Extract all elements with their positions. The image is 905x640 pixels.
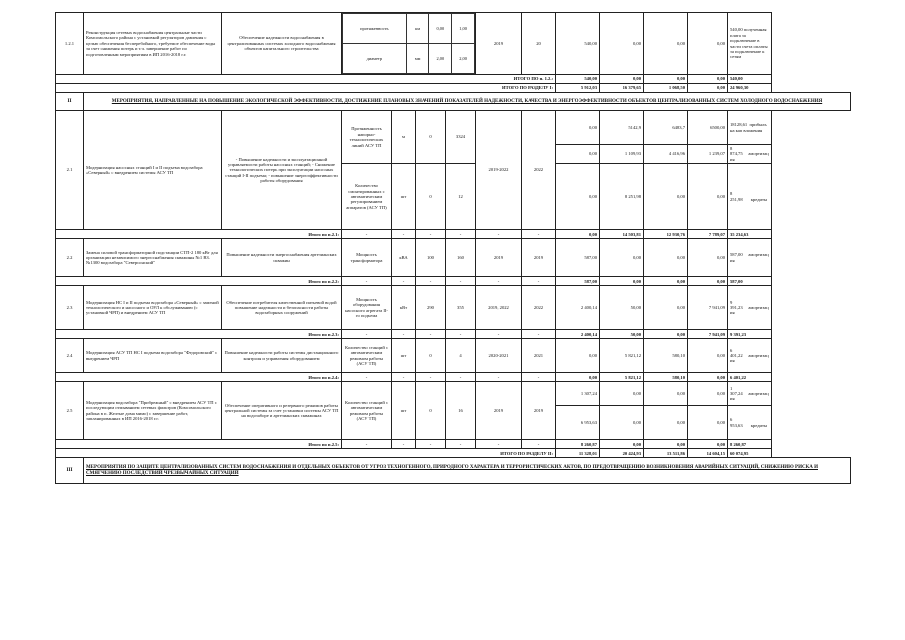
dash: - — [476, 373, 522, 382]
funding-source: амортизация — [730, 391, 769, 402]
table-row — [56, 382, 851, 406]
subtotal-label: Итого по п.2.2: — [56, 277, 342, 286]
measure-goal: Повышение надежности работы системы дистанционного контроля и управления оборудованием — [222, 339, 342, 373]
cost-value: 6483,7 — [644, 111, 688, 145]
indicator-name: Количество станций с автоматическим режимом работы (АСУ ТП) — [342, 339, 392, 373]
indicator-after: 4 — [446, 339, 476, 373]
table-row — [56, 339, 851, 373]
cost-value: 540,00 — [556, 75, 600, 84]
cost-value: 0,00 — [556, 230, 600, 239]
cost-value: 0,00 — [688, 75, 728, 84]
cost-value: 587,00 — [556, 277, 600, 286]
row-number: 2.5 — [56, 382, 84, 440]
indicator-before: 0 — [416, 164, 446, 230]
measure-name: Модернизация НС I и II подъема водозабора «Северный» с заменой технологического и насосного и ОУЛ к обслуживанию (с установкой ЧРП) и внедрением АСУ ТП — [84, 286, 222, 330]
cost-value: 14 503,81 — [600, 230, 644, 239]
indicator-after: 16 — [446, 382, 476, 440]
subtotal-row — [56, 277, 851, 286]
cost-value: 0,00 — [600, 406, 644, 440]
investment-table — [55, 12, 851, 484]
dash: - — [522, 277, 556, 286]
cost-value: 587,00 — [556, 239, 600, 277]
table-row — [56, 286, 851, 330]
dash: - — [446, 277, 476, 286]
section-title: МЕРОПРИЯТИЯ ПО ЗАЩИТЕ ЦЕНТРАЛИЗОВАННЫХ СИСТЕМ ВОДОСНАБЖЕНИЯ И ОТДЕЛЬНЫХ ОБЪЕКТОВ ОТ УГРОЗ ТЕХНОГЕННОГО, ПРИРОДНОГО ХАРАКТЕРА И ТЕРРОРИСТИЧЕСКИХ АКТОВ, ПО ПРЕДОТВРАЩЕНИЮ ВОЗНИКНОВЕНИЯ АВАРИЙНЫХ СИТУАЦИЙ, СНИЖЕНИЮ РИСКА И СМЯГЧЕНИЮ ПОСЛЕДСТВИЙ ЧРЕЗВЫЧАЙНЫХ СИТУАЦИЙ — [84, 458, 851, 484]
measure-name: Реконструкция сетевых водоснабжения центральные части Комсомольского района с установкой регуляторов давления с целью обеспечения бесперебойного, требуемое обеспечение воды за счет снижения потерь и т.ч. завершение работ по подготовленным мероприятиям в ИП 2016-2018 г.г. — [84, 13, 222, 75]
measure-goal: Повышение надежности энергоснабжения артезианских скважин — [222, 239, 342, 277]
dash: - — [446, 440, 476, 449]
section-total-label: ИТОГО ПО РАЗДЕЛУ I: — [56, 84, 556, 93]
subtotal-label: Итого по п.2.3: — [56, 330, 342, 339]
indicator-unit: шт — [392, 382, 416, 440]
cost-total: 587,00 — [730, 252, 743, 258]
years: 2019-2022 — [476, 111, 522, 230]
cost-total: 6 953,63 — [730, 417, 743, 428]
indicator-name: Мощность трансформатора — [342, 239, 392, 277]
indicator-unit: мм — [406, 44, 429, 74]
dash: - — [446, 330, 476, 339]
subtotal-label: Итого по п.2.1: — [56, 230, 342, 239]
indicator-name: Протяженность напорно-технологических линий АСУ ТП — [342, 111, 392, 164]
dash: - — [342, 330, 392, 339]
indicator-after: 12 — [446, 164, 476, 230]
measure-name: Модернизация насосных станций I и II подъема водозабора «Северный» с внедрением системы АСУ ТП — [84, 111, 222, 230]
funding-source: амортизация — [730, 353, 769, 364]
cost-value: 0,00 — [556, 164, 600, 230]
cost-total: 24 960,30 — [728, 84, 772, 93]
cost-total: 8 251,98 — [730, 191, 743, 202]
section-header-row — [56, 93, 851, 111]
cost-value: 0,00 — [556, 373, 600, 382]
funding-source-text: полученная плата за подключение в части счета оплаты за подключение к сетям — [730, 27, 768, 60]
years: 2019 — [476, 13, 522, 75]
cost-value: 0,00 — [644, 406, 688, 440]
cost-value: 0,00 — [600, 382, 644, 406]
indicator-before: 2,00 — [429, 44, 452, 74]
indicator-unit: м — [392, 111, 416, 164]
cost-total-cell — [728, 286, 772, 330]
end-year: 2022 — [522, 111, 556, 230]
cost-value: 0,00 — [644, 13, 688, 75]
indicator-unit: шт — [392, 164, 416, 230]
cost-total-cell — [728, 164, 772, 230]
section-total-label: ИТОГО ПО РАЗДЕЛУ II: — [56, 449, 556, 458]
dash: - — [416, 330, 446, 339]
cost-total: 6 401,22 — [730, 347, 743, 359]
cost-value: 0,00 — [688, 339, 728, 373]
cost-value: 0,00 — [644, 382, 688, 406]
dash: - — [392, 277, 416, 286]
cost-value: 0,00 — [600, 239, 644, 277]
indicators-subtable — [342, 13, 475, 74]
cost-value: 0,00 — [556, 111, 600, 145]
cost-value: 7 941,09 — [688, 286, 728, 330]
cost-value: 0,00 — [688, 13, 728, 75]
dash: - — [476, 330, 522, 339]
measure-name: Модернизация водозабора "Прибрежный" с внедрением АСУ ТП с последующим отмыванием сетевых фильтров (Комсомольского района в п. Желтые дома мимо) с завершение работ, запланированных в ИП 2016-2018 г.г. — [84, 382, 222, 440]
cost-value: 7 789,07 — [688, 230, 728, 239]
dash: - — [392, 373, 416, 382]
indicator-name: диаметр — [343, 44, 407, 74]
cost-value: 0,00 — [644, 286, 688, 330]
cost-value: 6500,00 — [688, 111, 728, 145]
cost-value: 0,00 — [688, 239, 728, 277]
indicator-after: 3324 — [446, 111, 476, 164]
dash: - — [522, 330, 556, 339]
cost-value: 1 307,24 — [556, 382, 600, 406]
section-number: II — [56, 93, 84, 111]
indicator-before: 0 — [416, 339, 446, 373]
cost-value: 0,00 — [556, 145, 600, 164]
row-number: 2.4 — [56, 339, 84, 373]
cost-value: 4 416,96 — [644, 145, 688, 164]
cost-value: 16 379,65 — [600, 84, 644, 93]
cost-total: 35 234,63 — [728, 230, 772, 239]
indicators-cell — [342, 13, 476, 75]
cost-value: 14 604,15 — [688, 449, 728, 458]
cost-value: 540,00 — [556, 13, 600, 75]
table-row — [56, 239, 851, 277]
dash: - — [522, 373, 556, 382]
dash: - — [416, 440, 446, 449]
measure-goal: Обеспечение надежности водоснабжения в централизованных системах холодного водоснабжения объектов капитального строительства — [222, 13, 342, 75]
subtotal-row — [56, 330, 851, 339]
cost-total-cell — [728, 111, 772, 145]
subtotal-row — [56, 75, 851, 84]
cost-value: 2 400,14 — [556, 286, 600, 330]
indicator-name: Мощность оборудования насосного агрегата II-го подъема — [342, 286, 392, 330]
measure-name: Замена силовой трансформаторной подстанции СТП-2 180 кВт для организации независимого энергоснабжения скважины №1 ВЗ. №1300 водозабора "Северсонский" — [84, 239, 222, 277]
cost-value: 0,00 — [644, 440, 688, 449]
cost-value: 0,00 — [688, 164, 728, 230]
row-number: 1.2.1 — [56, 13, 84, 75]
row-number: 2.1 — [56, 111, 84, 230]
cost-value: 12 930,76 — [644, 230, 688, 239]
measure-name: Модернизация АСУ ТП НС I подъема водозабора "Федоровский" с внедрением ЧРП — [84, 339, 222, 373]
cost-total: 8 260,87 — [728, 440, 772, 449]
dash: - — [392, 440, 416, 449]
dash: - — [446, 230, 476, 239]
subtotal-label: Итого по п.2.4: — [56, 373, 342, 382]
cost-total: 587,00 — [728, 277, 772, 286]
dash: - — [342, 230, 392, 239]
row-number: 2.2 — [56, 239, 84, 277]
cost-value: 0,00 — [688, 406, 728, 440]
measure-goal: Обеспечение оперативного и резервного режимов работы центральной системы за счет установки системы АСУ ТП на водозаборе и артезианских скважинах — [222, 382, 342, 440]
dash: - — [342, 440, 392, 449]
cost-total-cell — [728, 406, 772, 440]
indicator-unit: км — [406, 14, 429, 44]
cost-value: 0,00 — [644, 277, 688, 286]
cost-total: 540,00 — [728, 75, 772, 84]
dash: - — [476, 277, 522, 286]
dash: - — [522, 440, 556, 449]
indicator-after: 1,00 — [452, 14, 475, 44]
end-year: 2021 — [522, 339, 556, 373]
funding-source: кредиты — [750, 196, 768, 202]
indicator-unit: кВт — [392, 286, 416, 330]
indicator-before: 100 — [416, 239, 446, 277]
subtotal-label: ИТОГО ПО п. 1.2.: — [56, 75, 556, 84]
cost-value: 0,00 — [644, 164, 688, 230]
dash: - — [416, 230, 446, 239]
funding-source — [728, 13, 772, 75]
cost-total: 540,00 — [730, 27, 743, 33]
table-row — [56, 111, 851, 145]
cost-value: 13 511,86 — [644, 449, 688, 458]
dash: - — [416, 277, 446, 286]
cost-total: 1 307,24 — [730, 385, 743, 397]
indicator-before: 290 — [416, 286, 446, 330]
cost-total-cell — [728, 382, 772, 406]
cost-value: 1 239,07 — [688, 145, 728, 164]
cost-total: 8 874,75 — [730, 146, 743, 157]
cost-value: 0,00 — [644, 75, 688, 84]
cost-total-cell — [728, 239, 772, 277]
cost-value: 8 260,87 — [556, 440, 600, 449]
end-year: 2019 — [522, 239, 556, 277]
years: 2019 — [476, 239, 522, 277]
cost-value: 0,00 — [644, 330, 688, 339]
cost-total-cell — [728, 339, 772, 373]
indicator-unit: шт — [392, 339, 416, 373]
cost-value: 0,00 — [688, 84, 728, 93]
end-year: 2019 — [522, 382, 556, 440]
funding-source: амортизация — [730, 305, 769, 316]
years: 2019 — [476, 382, 522, 440]
cost-value: 50,00 — [600, 330, 644, 339]
cost-value: 20 424,93 — [600, 449, 644, 458]
dash: - — [476, 230, 522, 239]
cost-value: 2 400,14 — [556, 330, 600, 339]
dash: - — [522, 230, 556, 239]
cost-value: 5 821,12 — [600, 373, 644, 382]
section-title: МЕРОПРИЯТИЯ, НАПРАВЛЕННЫЕ НА ПОВЫШЕНИЕ ЭКОЛОГИЧЕСКОЙ ЭФФЕКТИВНОСТИ, ДОСТИЖЕНИЕ ПЛАНОВЫХ ЗНАЧЕНИЙ ПОКАЗАТЕЛЕЙ НАДЕЖНОСТИ, КАЧЕСТВА И ЭНЕРГОЭФФЕКТИВНОСТИ ОБЪЕКТОВ ЦЕНТРАЛИЗОВАННЫХ СИСТЕМ ХОЛОДНОГО ВОДОСНАБЖЕНИЯ — [84, 93, 851, 111]
cost-value: 0,00 — [600, 13, 644, 75]
measure-goal: Обеспечение потребителя качественной питьевой водой повышение надежности и безопасности работы водозаборных сооружений — [222, 286, 342, 330]
subtotal-row — [56, 230, 851, 239]
cost-value: 1 068,50 — [644, 84, 688, 93]
dash: - — [416, 373, 446, 382]
years: 2020-2021 — [476, 339, 522, 373]
cost-value: 11 328,01 — [556, 449, 600, 458]
indicator-before: 0 — [416, 382, 446, 440]
investment-program-table-page — [55, 12, 850, 484]
cost-value: 5142,9 — [600, 111, 644, 145]
indicator-name: Количество станций с автоматическим режимом работы (АСУ ТП) — [342, 382, 392, 440]
dash: - — [342, 373, 392, 382]
funding-source: амортизация — [730, 252, 769, 263]
cost-value: 0,00 — [688, 382, 728, 406]
subtotal-row — [56, 440, 851, 449]
cost-total: 6 401,22 — [728, 373, 772, 382]
cost-value: 1 109,93 — [600, 145, 644, 164]
cost-value: 0,00 — [600, 277, 644, 286]
dash: - — [392, 330, 416, 339]
cost-value: 0,00 — [600, 75, 644, 84]
cost-value: 0,00 — [600, 440, 644, 449]
cost-value: 5 821,12 — [600, 339, 644, 373]
funding-source: амортизация — [730, 151, 769, 162]
section-header-row — [56, 458, 851, 484]
cost-value: 50,00 — [600, 286, 644, 330]
dash: - — [476, 440, 522, 449]
cost-total: 60 074,95 — [728, 449, 772, 458]
end-year: 2022 — [522, 286, 556, 330]
years: 2019, 2022 — [476, 286, 522, 330]
subtotal-row — [56, 373, 851, 382]
dash: - — [342, 277, 392, 286]
cost-value: 0,00 — [688, 373, 728, 382]
indicator-after: 355 — [446, 286, 476, 330]
indicator-name: протяженность — [343, 14, 407, 44]
cost-value: 0,00 — [688, 277, 728, 286]
indicator-after: 2,00 — [452, 44, 475, 74]
cost-value: 5 912,03 — [556, 84, 600, 93]
cost-value: 0,00 — [644, 239, 688, 277]
cost-value: 8 251,98 — [600, 164, 644, 230]
subtotal-label: Итого по п.2.5: — [56, 440, 342, 449]
funding-source: прибыль на кап вложения — [730, 122, 767, 133]
cost-value: 6 953,63 — [556, 406, 600, 440]
measure-goal: - Повышение надежности и эксплуатационной управляемости работы насосных станций; - Снижение технологических потерь при эксплуатации насосных станций I-II подъема; - повышение энергоэффективности работы оборудования — [222, 111, 342, 230]
cost-value: 580,10 — [644, 373, 688, 382]
dash: - — [392, 230, 416, 239]
table-row — [56, 13, 851, 75]
cost-value: 0,00 — [556, 339, 600, 373]
end-year: 20 — [522, 13, 556, 75]
cost-total: 9 391,23 — [728, 330, 772, 339]
section-total-row — [56, 449, 851, 458]
cost-value: 7 941,09 — [688, 330, 728, 339]
section-number: III — [56, 458, 84, 484]
cost-value: 580,10 — [644, 339, 688, 373]
cost-value: 0,00 — [688, 440, 728, 449]
indicator-name: Количество смонтированных с автоматическим регулированием аппаратов (АСУ ТП) — [342, 164, 392, 230]
section-total-row — [56, 84, 851, 93]
dash: - — [446, 373, 476, 382]
indicator-before: 0 — [416, 111, 446, 164]
cost-total: 18128,61 — [730, 122, 748, 128]
indicator-before: 0,00 — [429, 14, 452, 44]
indicator-unit: кВА — [392, 239, 416, 277]
cost-total: 9 391,23 — [730, 299, 743, 311]
row-number: 2.3 — [56, 286, 84, 330]
indicator-after: 160 — [446, 239, 476, 277]
cost-total-cell — [728, 145, 772, 164]
funding-source: кредиты — [750, 422, 768, 428]
